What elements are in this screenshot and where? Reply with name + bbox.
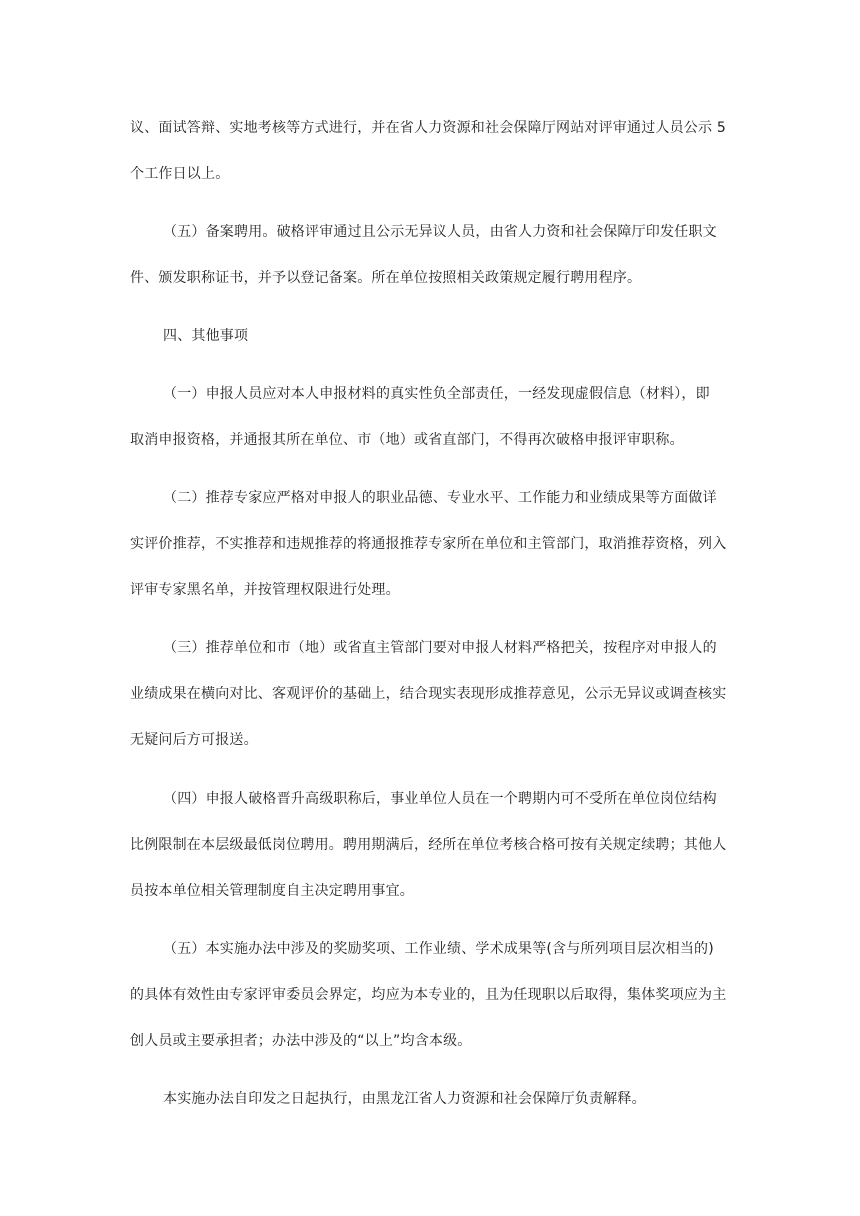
text-line: 实评价推荐，不实推荐和违规推荐的将通报推荐专家所在单位和主管部门，取消推荐资格，列入 xyxy=(130,536,727,552)
paragraph-start-line: （二）推荐专家应严格对申报人的职业品德、专业水平、工作能力和业绩成果等方面做详 xyxy=(163,490,717,506)
section-heading: 四、其他事项 xyxy=(163,328,249,344)
closing-statement: 本实施办法自印发之日起执行，由黑龙江省人力资源和社会保障厅负责解释。 xyxy=(163,1091,646,1107)
text-line: 创人员或主要承担者；办法中涉及的“以上”均含本级。 xyxy=(130,1033,472,1049)
text-line: 取消申报资格，并通报其所在单位、市（地）或省直部门，不得再次破格申报评审职称。 xyxy=(130,432,684,448)
text-line: 无疑问后方可报送。 xyxy=(130,732,258,748)
paragraph-start-line: （五）备案聘用。破格评审通过且公示无异议人员，由省人力资和社会保障厅印发任职文 xyxy=(163,224,717,240)
text-line: 件、颁发职称证书，并予以登记备案。所在单位按照相关政策规定履行聘用程序。 xyxy=(130,270,642,286)
text-line: 比例限制在本层级最低岗位聘用。聘用期满后，经所在单位考核合格可按有关规定续聘；其他人 xyxy=(130,837,727,853)
text-line: 评审专家黑名单，并按管理权限进行处理。 xyxy=(130,582,400,598)
text-line: 员按本单位相关管理制度自主决定聘用事宜。 xyxy=(130,883,414,899)
paragraph-start-line: （四）申报人破格晋升高级职称后，事业单位人员在一个聘期内可不受所在单位岗位结构 xyxy=(163,791,717,807)
text-line: 业绩成果在横向对比、客观评价的基础上，结合现实表现形成推荐意见，公示无异议或调查核实 xyxy=(130,686,727,702)
paragraph-start-line: （一）申报人员应对本人申报材料的真实性负全部责任，一经发现虚假信息（材料），即 xyxy=(163,386,710,402)
text-line: 个工作日以上。 xyxy=(130,166,230,182)
text-line: 的具体有效性由专家评审委员会界定，均应为本专业的，且为任现职以后取得，集体奖项应为主 xyxy=(130,987,727,1003)
paragraph-start-line: （五）本实施办法中涉及的奖励奖项、工作业绩、学术成果等(含与所列项目层次相当的) xyxy=(163,941,714,957)
paragraph-start-line: （三）推荐单位和市（地）或省直主管部门要对申报人材料严格把关，按程序对申报人的 xyxy=(163,640,717,656)
text-line: 议、面试答辩、实地考核等方式进行，并在省人力资源和社会保障厅网站对评审通过人员公示 5 xyxy=(130,120,726,136)
